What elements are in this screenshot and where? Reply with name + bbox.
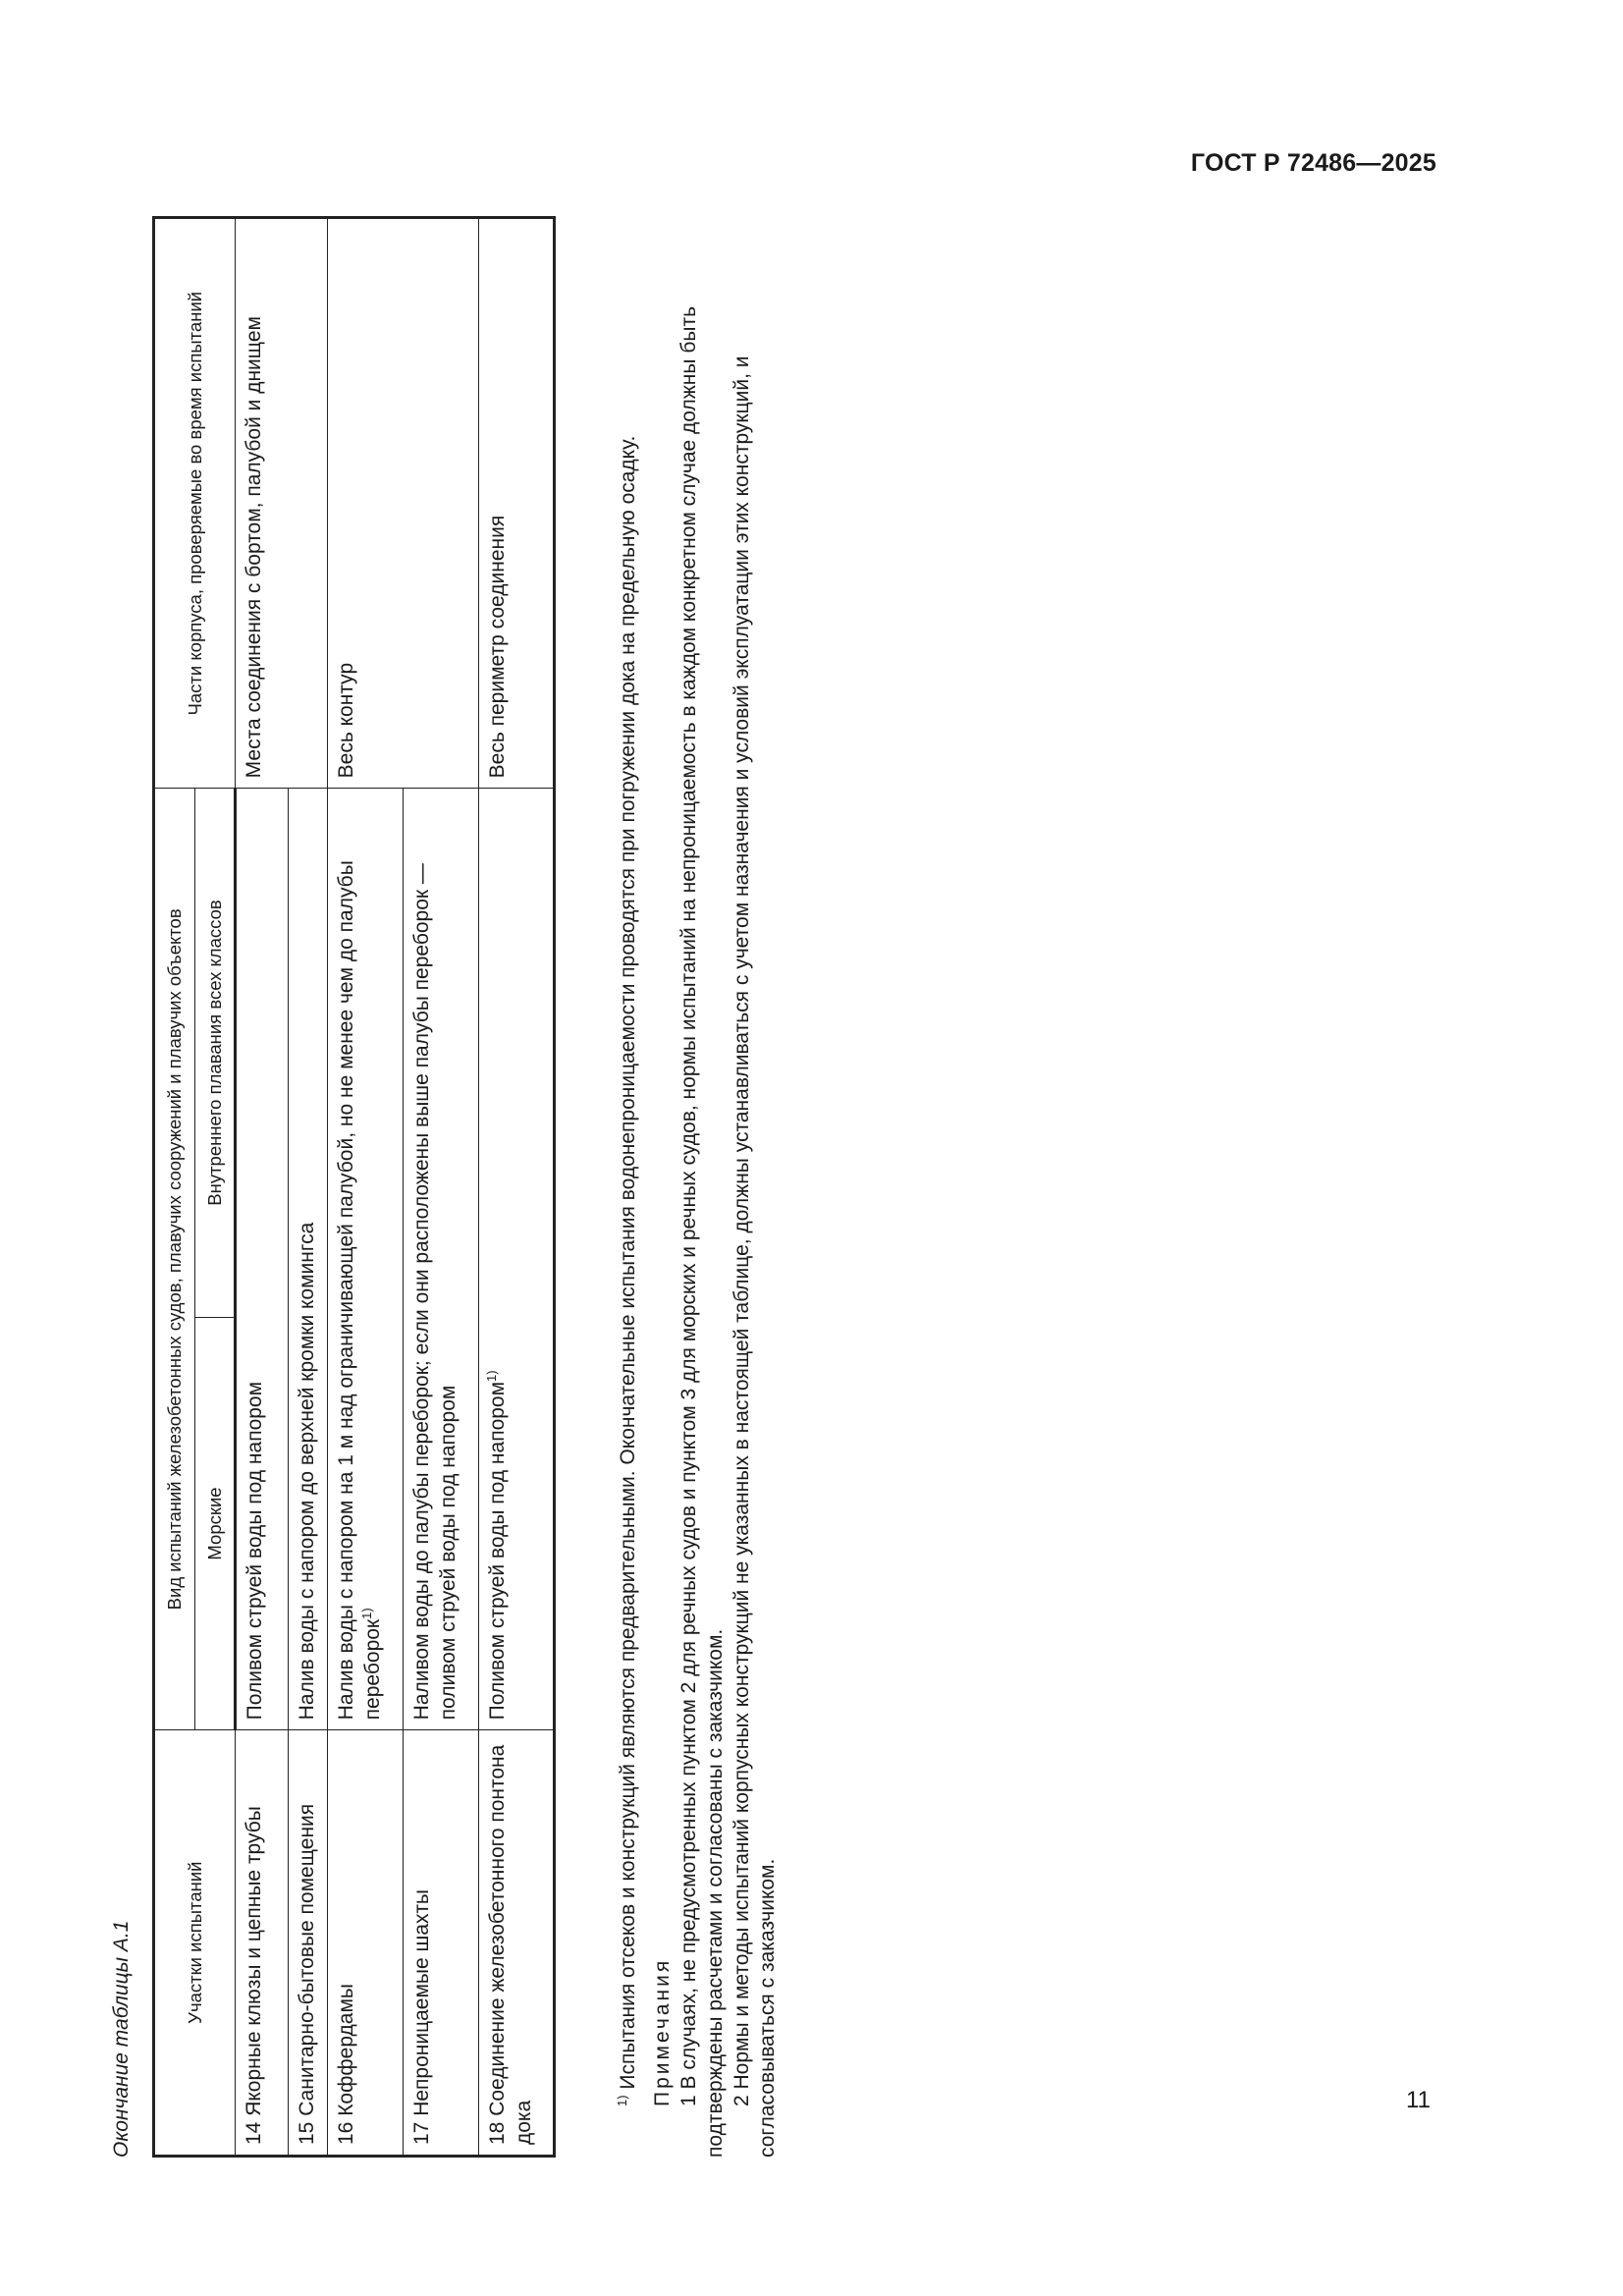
rotated-table-block [110,216,841,2158]
header-marine: Морские [194,1317,236,1730]
footnote-mark: 1) [615,2095,629,2106]
cell-hull-parts: Места соединения с бортом, палубой и днищем [236,218,328,789]
cell-hull-parts: Весь контур [328,218,479,789]
table-row [236,218,289,2157]
header-sections: Участки испытаний [154,1730,236,2157]
footnote-ref: 1) [359,1608,375,1619]
header-hull-parts: Части корпуса, проверяемые во время испытаний [154,218,236,789]
cell-test-type [328,789,404,1730]
table-notes [616,216,782,2158]
cell-section: 18 Соединение железобетонного понтона дока [479,1730,555,2157]
document-code: ГОСТ Р 72486—2025 [1190,149,1436,177]
page-number: 11 [1406,2087,1431,2113]
cell-section: 16 Коффердамы [328,1730,404,2157]
header-inland: Внутреннего плавания всех классов [194,789,236,1317]
cell-text: Поливом струей воды под напором [486,1381,510,1721]
cell-test-type: Поливом струей воды под напором [236,789,289,1730]
note-item: 2 Нормы и методы испытаний корпусных конструкций не указанных в настоящей таблице, должны устанавливаться с учетом назначения и условий эксплуатации этих конструкций, и согласовываться с заказчиком. [730,355,780,2158]
note-item: 1 В случаях, не предусмотренных пунктом 2 для речных судов и пунктом 3 для морских и речных судов, нормы испытаний на непроницаемость в каждом конкретном случае должны быть подтверждены расчетами и согласованы с заказчиком. [676,305,727,2158]
table-row [479,218,555,2157]
cell-section: 17 Непроницаемые шахты [404,1730,479,2157]
cell-hull-parts: Весь периметр соединения [479,218,555,789]
footnote-text: Испытания отсеков и конструкций являются предварительными. Окончательные испытания водонепроницаемости проводятся при погружении дока на предельную осадку. [617,435,639,2090]
cell-test-type: Наливом воды до палубы переборок; если они расположены выше палубы переборок — поливом струей воды под напором [404,789,479,1730]
footnote [616,216,642,2158]
cell-test-type: Налив воды с напором до верхней кромки комингса [289,789,328,1730]
cell-section: 14 Якорные клюзы и цепные трубы [236,1730,289,2157]
notes-title: Примечания [650,1957,674,2106]
table-caption: Окончание таблицы А.1 [110,1920,133,2158]
cell-text: Налив воды с напором на 1 м над ограничивающей палубой, но не менее чем до палубы переборок [335,860,385,1721]
cell-section: 15 Санитарно-бытовые помещения [289,1730,328,2157]
cell-test-type [479,789,555,1730]
tightness-test-table [152,216,556,2158]
header-test-type: Вид испытаний железобетонных судов, плавучих сооружений и плавучих объектов [154,789,195,1730]
table-row [328,218,404,2157]
footnote-ref: 1) [484,1370,500,1382]
